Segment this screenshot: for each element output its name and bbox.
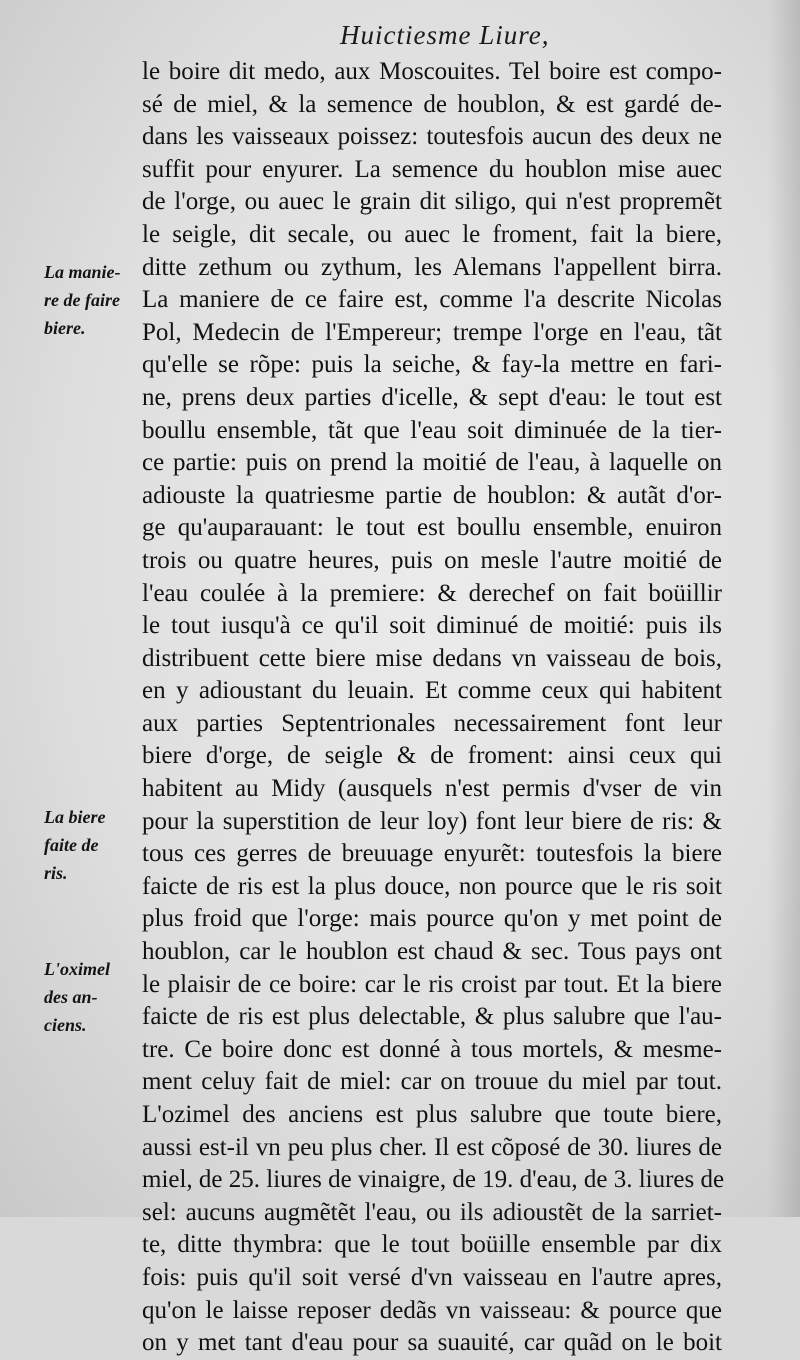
text-line: habitent au Midy (ausquels n'est permis d'vser de vin	[142, 775, 722, 803]
text-line: sel: aucuns augmẽtẽt l'eau, ou ils adioustẽt de la sarriet-	[142, 1198, 722, 1226]
text-line: le tout iusqu'à ce qu'il soit diminué de moitié: puis ils	[142, 612, 722, 640]
text-line: le boire dit medo, aux Moscouites. Tel boire est compo-	[142, 58, 722, 85]
text-line: tre. Ce boire donc est donné à tous mortels, & mesme-	[142, 1035, 722, 1063]
margin-note-line: ris.	[44, 863, 68, 883]
margin-note-line: ciens.	[44, 1015, 87, 1035]
text-line: ge qu'auparauant: le tout est boullu ensemble, enuiron	[142, 514, 722, 542]
text-line: La maniere de ce faire est, comme l'a descrite Nicolas	[142, 286, 722, 314]
page-edge-shadow	[768, 0, 800, 1217]
text-line: de l'orge, ou auec le grain dit siligo, qui n'est propremẽt	[142, 188, 722, 216]
text-line: biere d'orge, de seigle & de froment: ainsi ceux qui	[142, 742, 722, 770]
text-line: l'eau coulée à la premiere: & derechef on fait boüillir	[142, 579, 722, 607]
text-line: dans les vaisseaux poissez: toutesfois aucun des deux ne	[142, 123, 722, 151]
text-line: ment celuy fait de miel: car on trouue du miel par tout.	[142, 1068, 722, 1096]
text-line: tous ces gerres de breuuage enyurẽt: toutesfois la biere	[142, 840, 722, 868]
text-line: pour la superstition de leur loy) font leur biere de ris: &	[142, 807, 722, 835]
margin-note-line: L'oximel	[44, 959, 110, 979]
body-text	[142, 56, 725, 1360]
text-line: ne, prens deux parties d'icelle, & sept d'eau: le tout est	[142, 383, 722, 411]
text-line: qu'on le laisse reposer dedãs vn vaisseau: & pource que	[142, 1296, 722, 1324]
text-line: le seigle, dit secale, ou auec le froment, fait la biere,	[142, 220, 722, 248]
text-line: faicte de ris est plus delectable, & plus salubre que l'au-	[142, 1003, 722, 1031]
text-line: aussi est-il vn peu plus cher. Il est cõposé de 30. liures de	[142, 1133, 722, 1161]
margin-note-line: biere.	[44, 318, 86, 338]
margin-note-line: La manie-	[44, 262, 121, 282]
margin-note-line: re de faire	[44, 290, 120, 310]
text-line: en y adioustant du leuain. Et comme ceux qui habitent	[142, 677, 722, 705]
text-line: plus froid que l'orge: mais pource qu'on y met point de	[142, 905, 722, 933]
text-line: qu'elle se rõpe: puis la seiche, & fay-la mettre en fari-	[142, 351, 722, 379]
text-line: le plaisir de ce boire: car le ris croist par tout. Et la biere	[142, 970, 722, 998]
running-head: Huictiesme Liure,	[340, 20, 550, 50]
text-line: te, ditte thymbra: que le tout boüille ensemble par dix	[142, 1231, 722, 1259]
text-line: adiouste la quatriesme partie de houblon: & autãt d'or-	[142, 481, 722, 509]
text-line: suffit pour enyurer. La semence du houblon mise auec	[142, 155, 722, 183]
text-line: ce partie: puis on prend la moitié de l'eau, à laquelle on	[142, 449, 722, 477]
text-line: boullu ensemble, tãt que l'eau soit diminuée de la tier-	[142, 416, 722, 444]
text-line: aux parties Septentrionales necessairement font leur	[142, 709, 722, 737]
text-line: ditte zethum ou zythum, les Alemans l'appellent birra.	[142, 253, 722, 281]
text-line: houblon, car le houblon est chaud & sec. Tous pays ont	[142, 938, 722, 966]
text-line: miel, de 25. liures de vinaigre, de 19. d'eau, de 3. liures de	[142, 1166, 725, 1194]
text-line: on y met tant d'eau pour sa suauité, car quãd on le boit	[142, 1329, 722, 1357]
text-line: trois ou quatre heures, puis on mesle l'autre moitié de	[142, 546, 722, 574]
margin-note-biere-ris	[44, 803, 140, 887]
margin-note-line: des an-	[44, 987, 98, 1007]
text-line: distribuent cette biere mise dedans vn vaisseau de bois,	[142, 644, 722, 672]
text-line: Pol, Medecin de l'Empereur; trempe l'orge en l'eau, tãt	[142, 318, 722, 346]
margin-note-line: faite de	[44, 835, 99, 855]
text-line: L'ozimel des anciens est plus salubre que toute biere,	[142, 1101, 722, 1128]
margin-note-line: La biere	[44, 807, 106, 827]
text-line: fois: puis qu'il soit versé d'vn vaisseau en l'autre apres,	[142, 1263, 722, 1291]
text-line: sé de miel, & la semence de houblon, & est gardé de-	[142, 90, 722, 118]
margin-note-oximel	[44, 955, 140, 1039]
text-line: faicte de ris est la plus douce, non pource que le ris soit	[142, 872, 722, 900]
margin-note-maniere-biere	[44, 258, 140, 342]
